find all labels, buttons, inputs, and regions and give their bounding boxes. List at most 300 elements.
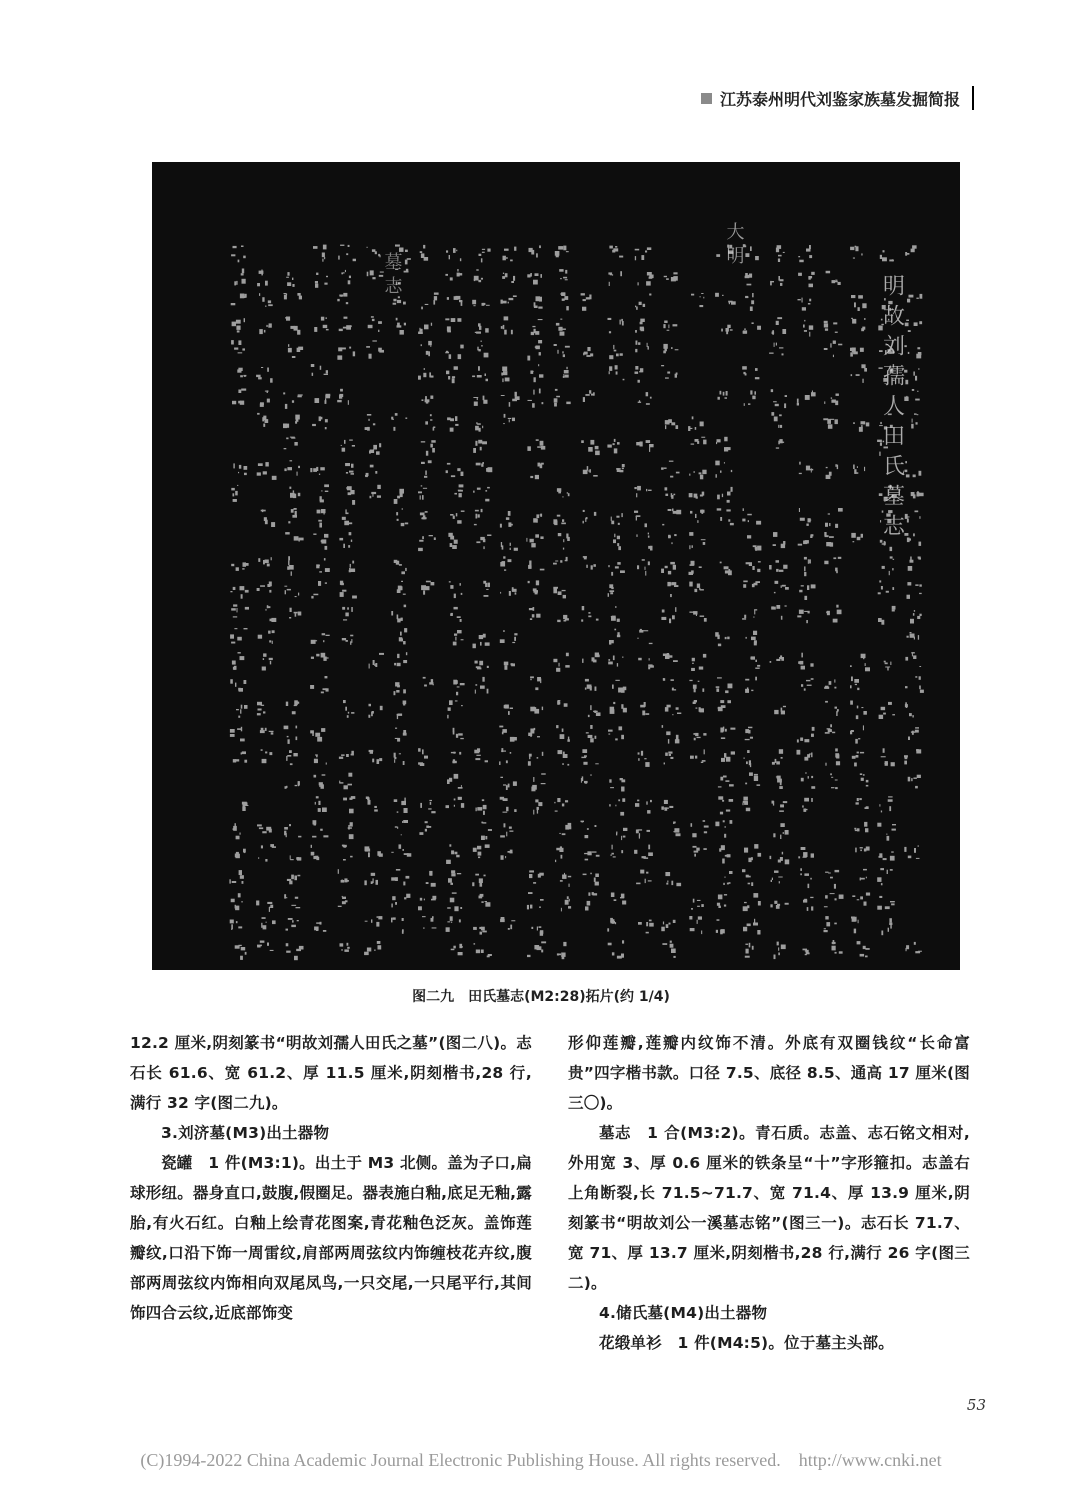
rubbing-speckle (313, 594, 318, 596)
rubbing-speckle (801, 778, 804, 782)
rubbing-speckle (321, 728, 325, 732)
rubbing-speckle (431, 582, 435, 585)
rubbing-speckle (451, 318, 456, 322)
rubbing-speckle (451, 873, 455, 876)
rubbing-speckle (913, 613, 915, 616)
rubbing-speckle (638, 829, 643, 830)
rubbing-speckle (640, 368, 643, 372)
rubbing-speckle (504, 823, 506, 827)
rubbing-speckle (450, 536, 454, 540)
rubbing-speckle (716, 930, 718, 933)
rubbing-speckle (310, 685, 314, 689)
rubbing-speckle (476, 950, 480, 954)
rubbing-speckle (908, 330, 911, 332)
rubbing-speckle (754, 391, 756, 394)
rubbing-speckle (912, 389, 914, 391)
rubbing-speckle (426, 882, 429, 884)
rubbing-speckle (725, 690, 728, 693)
rubbing-speckle (566, 306, 569, 310)
rubbing-speckle (616, 371, 618, 374)
rubbing-speckle (505, 705, 509, 709)
rubbing-speckle (724, 566, 729, 569)
rubbing-speckle (620, 320, 621, 325)
rubbing-speckle (230, 679, 233, 684)
rubbing-speckle (608, 662, 613, 665)
rubbing-speckle (809, 245, 811, 249)
rubbing-speckle (241, 273, 244, 275)
rubbing-speckle (555, 561, 558, 562)
rubbing-speckle (244, 760, 247, 763)
rubbing-speckle (514, 809, 516, 812)
rubbing-speckle (482, 249, 485, 250)
rubbing-speckle (319, 584, 321, 586)
rubbing-speckle (824, 401, 825, 404)
rubbing-speckle (596, 855, 600, 857)
rubbing-speckle (918, 635, 919, 640)
rubbing-speckle (231, 254, 235, 256)
rubbing-speckle (351, 796, 356, 799)
rubbing-speckle (316, 796, 319, 798)
rubbing-speckle (673, 565, 676, 570)
rubbing-speckle (757, 326, 761, 330)
rubbing-speckle (538, 364, 539, 366)
rubbing-speckle (271, 557, 272, 560)
rubbing-speckle (638, 758, 639, 761)
rubbing-speckle (289, 824, 291, 826)
rubbing-speckle (352, 596, 357, 599)
rubbing-speckle (501, 300, 503, 304)
rubbing-speckle (533, 882, 536, 884)
rubbing-speckle (835, 780, 838, 781)
rubbing-speckle (460, 345, 463, 349)
rubbing-speckle (508, 522, 511, 527)
rubbing-speckle (915, 511, 919, 513)
rubbing-speckle (888, 799, 893, 802)
rubbing-speckle (242, 269, 244, 274)
rubbing-speckle (584, 781, 588, 783)
rubbing-speckle (423, 488, 427, 489)
rubbing-speckle (743, 906, 748, 911)
rubbing-speckle (509, 402, 511, 407)
rubbing-speckle (721, 737, 725, 739)
rubbing-speckle (425, 396, 427, 400)
rubbing-speckle (529, 608, 534, 610)
rubbing-speckle (482, 426, 483, 429)
rubbing-speckle (904, 761, 907, 765)
rubbing-speckle (914, 322, 918, 326)
rubbing-speckle (401, 586, 403, 590)
rubbing-speckle (404, 605, 407, 608)
rubbing-speckle (635, 803, 639, 807)
rubbing-speckle (351, 473, 355, 475)
rubbing-speckle (343, 700, 346, 703)
rubbing-speckle (718, 906, 721, 908)
rubbing-speckle (434, 296, 437, 300)
rubbing-speckle (609, 355, 613, 359)
rubbing-speckle (703, 654, 706, 658)
rubbing-speckle (342, 448, 346, 452)
rubbing-speckle (556, 396, 560, 398)
rubbing-speckle (240, 739, 245, 742)
rubbing-speckle (750, 307, 753, 312)
rubbing-speckle (433, 300, 435, 305)
rubbing-speckle (374, 809, 378, 811)
rubbing-speckle (367, 247, 368, 248)
rubbing-speckle (558, 246, 563, 250)
rubbing-speckle (423, 463, 424, 464)
rubbing-speckle (647, 247, 651, 250)
rubbing-speckle (785, 587, 789, 590)
rubbing-speckle (374, 950, 376, 951)
rubbing-speckle (454, 634, 457, 636)
rubbing-speckle (324, 374, 328, 375)
rubbing-speckle (611, 572, 613, 576)
rubbing-speckle (500, 592, 501, 594)
rubbing-speckle (430, 802, 432, 805)
rubbing-speckle (233, 826, 237, 831)
rubbing-speckle (609, 590, 614, 592)
rubbing-speckle (245, 563, 249, 566)
rubbing-speckle (860, 850, 862, 852)
rubbing-speckle (428, 341, 432, 345)
rubbing-speckle (369, 354, 372, 359)
rubbing-speckle (508, 784, 510, 788)
rubbing-speckle (432, 916, 434, 918)
rubbing-speckle (615, 805, 616, 807)
rubbing-speckle (265, 462, 268, 466)
rubbing-speckle (743, 581, 747, 583)
rubbing-speckle (505, 856, 506, 858)
rubbing-speckle (265, 560, 269, 564)
rubbing-speckle (748, 858, 751, 862)
rubbing-speckle (662, 524, 664, 526)
rubbing-speckle (418, 906, 422, 910)
rubbing-speckle (835, 753, 839, 757)
rubbing-speckle (564, 370, 569, 373)
rubbing-speckle (565, 279, 568, 280)
rubbing-speckle (232, 322, 236, 327)
rubbing-speckle (774, 871, 779, 873)
rubbing-speckle (774, 532, 777, 534)
rubbing-speckle (701, 437, 705, 438)
rubbing-speckle (615, 606, 616, 608)
rubbing-speckle (286, 702, 288, 706)
rubbing-speckle (913, 494, 916, 498)
rubbing-speckle (826, 467, 828, 468)
rubbing-speckle (645, 762, 649, 767)
rubbing-speckle (487, 487, 490, 489)
rubbing-speckle (905, 461, 907, 463)
rubbing-speckle (611, 893, 615, 898)
rubbing-speckle (780, 835, 781, 839)
rubbing-speckle (745, 679, 749, 681)
rubbing-speckle (261, 367, 263, 368)
rubbing-speckle (612, 845, 613, 850)
rubbing-speckle (730, 820, 733, 824)
rubbing-speckle (715, 461, 719, 466)
rubbing-speckle (612, 274, 613, 275)
rubbing-speckle (484, 595, 489, 597)
rubbing-speckle (563, 277, 567, 279)
rubbing-speckle (853, 258, 855, 259)
rubbing-speckle (263, 653, 266, 656)
rubbing-speckle (420, 803, 422, 808)
rubbing-speckle (339, 394, 343, 397)
rubbing-speckle (776, 569, 779, 572)
rubbing-speckle (401, 523, 405, 526)
rubbing-speckle (595, 687, 597, 691)
rubbing-speckle (830, 343, 831, 347)
rubbing-speckle (665, 420, 670, 424)
rubbing-speckle (566, 534, 568, 539)
rubbing-speckle (837, 610, 842, 615)
rubbing-speckle (265, 859, 267, 862)
rubbing-speckle (691, 668, 695, 671)
rubbing-speckle (422, 495, 424, 500)
rubbing-speckle (530, 676, 534, 678)
rubbing-speckle (593, 660, 597, 663)
rubbing-speckle (620, 897, 624, 898)
rubbing-speckle (671, 422, 675, 425)
rubbing-speckle (833, 619, 838, 623)
rubbing-speckle (647, 830, 651, 832)
rubbing-speckle (295, 421, 297, 424)
rubbing-speckle (285, 404, 287, 409)
rubbing-speckle (648, 533, 649, 535)
rubbing-speckle (754, 844, 758, 849)
rubbing-speckle (691, 908, 693, 910)
rubbing-speckle (701, 904, 704, 907)
rubbing-speckle (880, 255, 882, 259)
rubbing-speckle (785, 395, 787, 397)
rubbing-speckle (373, 445, 377, 450)
rubbing-speckle (397, 519, 399, 521)
rubbing-speckle (372, 277, 375, 279)
rubbing-speckle (649, 923, 654, 927)
rubbing-speckle (670, 757, 673, 759)
rubbing-speckle (234, 348, 238, 350)
rubbing-speckle (755, 668, 759, 669)
rubbing-speckle (671, 347, 673, 349)
rubbing-speckle (285, 590, 286, 594)
rubbing-speckle (348, 522, 352, 524)
rubbing-speckle (510, 850, 513, 852)
rubbing-speckle (695, 733, 698, 736)
rubbing-speckle (527, 274, 530, 277)
rubbing-speckle (509, 419, 510, 422)
rubbing-speckle (503, 256, 506, 261)
rubbing-speckle (559, 833, 560, 834)
rubbing-speckle (233, 616, 237, 617)
rubbing-speckle (423, 590, 425, 594)
rubbing-speckle (399, 637, 403, 641)
rubbing-speckle (634, 850, 637, 854)
rubbing-speckle (430, 376, 433, 378)
rubbing-speckle (866, 422, 870, 426)
rubbing-speckle (530, 273, 532, 277)
rubbing-speckle (757, 546, 761, 551)
rubbing-speckle (663, 344, 667, 349)
rubbing-speckle (835, 419, 838, 424)
rubbing-speckle (257, 824, 262, 826)
rubbing-speckle (557, 350, 558, 354)
rubbing-speckle (563, 376, 565, 378)
rubbing-speckle (913, 655, 916, 659)
rubbing-speckle (485, 499, 489, 502)
rubbing-speckle (458, 354, 462, 359)
rubbing-speckle (715, 293, 719, 297)
rubbing-speckle (376, 880, 379, 885)
rubbing-speckle (481, 463, 483, 466)
rubbing-speckle (515, 392, 517, 397)
rubbing-speckle (905, 323, 909, 327)
rubbing-speckle (663, 351, 666, 354)
running-header (701, 86, 974, 110)
rubbing-speckle (884, 661, 886, 663)
rubbing-speckle (238, 352, 243, 353)
rubbing-speckle (447, 417, 451, 420)
rubbing-speckle (863, 946, 866, 949)
rubbing-speckle (835, 280, 837, 281)
rubbing-speckle (665, 425, 666, 429)
rubbing-speckle (502, 378, 503, 382)
rubbing-speckle (744, 801, 748, 805)
rubbing-speckle (404, 798, 405, 802)
rubbing-speckle (587, 466, 589, 471)
rubbing-speckle (501, 855, 504, 860)
rubbing-speckle (430, 414, 432, 416)
rubbing-speckle (809, 332, 810, 337)
rubbing-speckle (800, 873, 802, 875)
rubbing-speckle (510, 543, 511, 546)
rubbing-speckle (697, 900, 701, 901)
rubbing-speckle (421, 441, 425, 442)
rubbing-speckle (666, 924, 669, 928)
rubbing-speckle (672, 615, 675, 619)
rubbing-speckle (695, 756, 697, 759)
rubbing-speckle (482, 303, 485, 306)
rubbing-speckle (366, 346, 370, 348)
rubbing-speckle (663, 678, 665, 680)
rubbing-speckle (665, 872, 670, 876)
rubbing-speckle (863, 869, 867, 871)
rubbing-speckle (542, 707, 543, 711)
rubbing-speckle (502, 367, 507, 372)
rubbing-speckle (477, 807, 482, 811)
rubbing-speckle (779, 749, 783, 754)
rubbing-speckle (915, 584, 918, 586)
rubbing-speckle (805, 772, 806, 773)
rubbing-speckle (461, 639, 464, 640)
rubbing-speckle (315, 284, 318, 288)
rubbing-speckle (447, 921, 450, 922)
rubbing-speckle (860, 954, 865, 957)
rubbing-speckle (537, 807, 539, 810)
rubbing-speckle (780, 425, 782, 428)
rubbing-speckle (825, 535, 829, 537)
rubbing-speckle (325, 427, 327, 429)
rubbing-speckle (673, 494, 675, 496)
rubbing-speckle (727, 637, 729, 640)
rubbing-speckle (907, 516, 909, 517)
rubbing-speckle (783, 801, 787, 803)
rubbing-speckle (676, 510, 681, 515)
rubbing-speckle (424, 899, 425, 901)
rubbing-speckle (747, 284, 752, 286)
rubbing-speckle (566, 402, 570, 405)
rubbing-speckle (779, 570, 784, 572)
rubbing-speckle (509, 827, 512, 829)
rubbing-speckle (757, 569, 760, 572)
rubbing-speckle (744, 615, 746, 618)
rubbing-speckle (527, 356, 530, 361)
rubbing-speckle (461, 705, 463, 706)
rubbing-speckle (771, 880, 772, 882)
rubbing-speckle (611, 521, 614, 525)
rubbing-speckle (402, 508, 403, 509)
rubbing-speckle (403, 701, 407, 705)
rubbing-speckle (284, 726, 289, 730)
rubbing-speckle (780, 441, 781, 443)
rubbing-speckle (799, 462, 801, 465)
rubbing-speckle (424, 476, 427, 478)
rubbing-speckle (808, 884, 810, 888)
rubbing-speckle (344, 949, 349, 952)
rubbing-speckle (839, 895, 844, 899)
rubbing-speckle (353, 351, 355, 356)
rubbing-speckle (919, 471, 922, 476)
rubbing-speckle (485, 374, 487, 377)
rubbing-speckle (704, 826, 709, 828)
rubbing-speckle (920, 294, 923, 299)
rubbing-speckle (395, 728, 397, 729)
rubbing-speckle (459, 493, 462, 497)
rubbing-speckle (394, 753, 396, 758)
rubbing-speckle (299, 540, 300, 542)
rubbing-speckle (866, 780, 869, 783)
rubbing-speckle (260, 402, 264, 405)
rubbing-speckle (834, 687, 836, 689)
rubbing-speckle (810, 878, 812, 880)
rubbing-speckle (770, 904, 772, 907)
rubbing-speckle (647, 343, 648, 347)
rubbing-speckle (231, 303, 236, 305)
rubbing-speckle (372, 493, 373, 497)
rubbing-speckle (483, 805, 487, 809)
rubbing-speckle (514, 247, 516, 251)
rubbing-speckle (316, 857, 319, 860)
rubbing-speckle (258, 857, 259, 858)
rubbing-speckle (450, 883, 453, 885)
rubbing-speckle (242, 881, 244, 884)
rubbing-speckle (501, 373, 503, 376)
rubbing-speckle (263, 658, 264, 660)
rubbing-speckle (753, 893, 758, 898)
rubbing-speckle (890, 924, 892, 929)
rubbing-speckle (620, 812, 624, 816)
rubbing-speckle (378, 330, 379, 332)
rubbing-speckle (290, 855, 291, 859)
rubbing-speckle (854, 679, 859, 683)
rubbing-speckle (697, 520, 698, 523)
rubbing-speckle (699, 305, 703, 307)
rubbing-speckle (648, 852, 653, 856)
rubbing-speckle (917, 391, 918, 392)
rubbing-speckle (861, 707, 863, 708)
rubbing-speckle (481, 341, 482, 343)
rubbing-speckle (646, 392, 649, 396)
rubbing-speckle (374, 806, 377, 808)
